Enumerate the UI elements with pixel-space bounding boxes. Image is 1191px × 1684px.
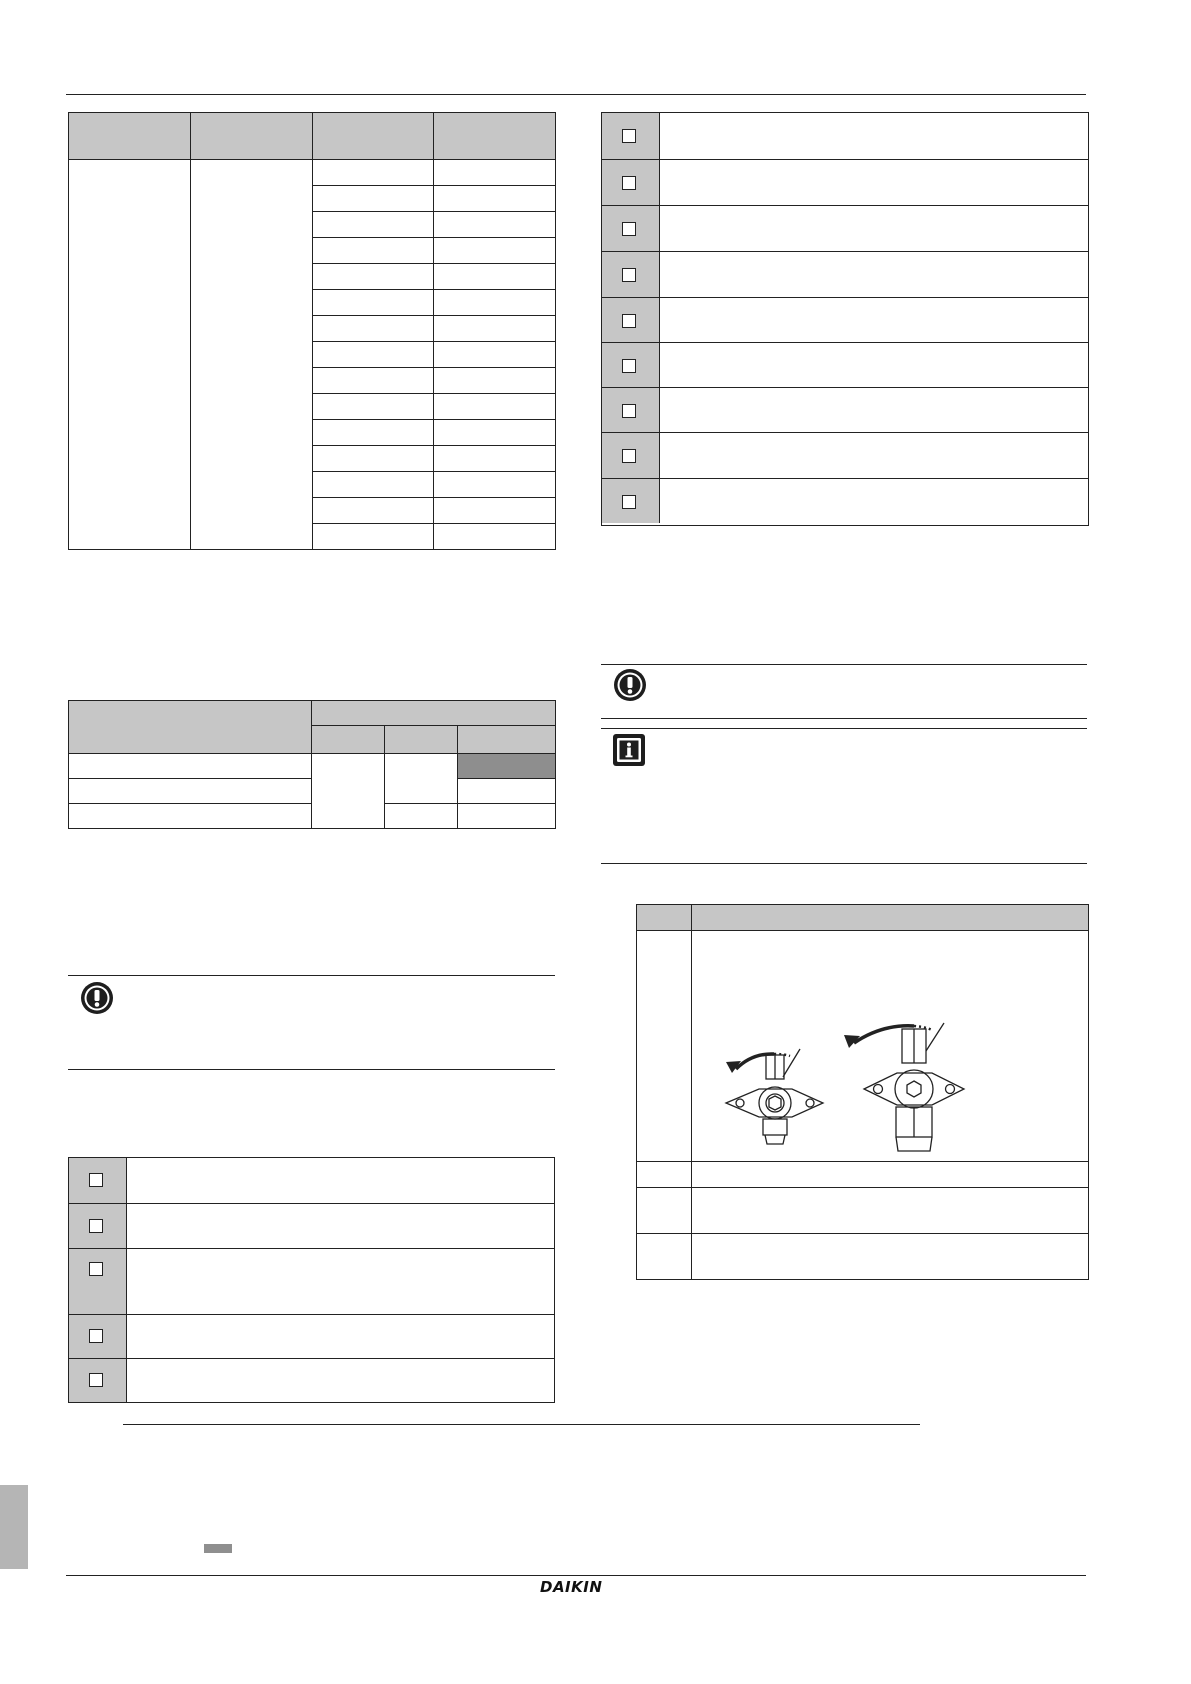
table-cell <box>434 264 556 290</box>
table-cell <box>313 264 434 290</box>
small-valve-icon <box>726 1049 823 1144</box>
valve-procedure-table <box>636 904 1089 1280</box>
checklist-item-text <box>660 433 1088 478</box>
footnote-rule <box>123 1424 920 1425</box>
table-cell <box>313 524 434 550</box>
table-cell <box>313 186 434 212</box>
checklist-item <box>69 1248 554 1314</box>
notice-right-bottom-rule <box>601 718 1087 719</box>
checkbox[interactable] <box>622 404 636 418</box>
checklist-item-text <box>660 479 1088 523</box>
table-cell <box>637 1188 692 1234</box>
table-cell <box>434 238 556 264</box>
table-cell <box>313 342 434 368</box>
checklist-item <box>602 387 1088 432</box>
table-cell <box>434 342 556 368</box>
table-cell <box>434 186 556 212</box>
valve-table-row-text <box>692 1162 1089 1188</box>
info-right-top-rule <box>601 728 1087 729</box>
table-cell <box>434 368 556 394</box>
checklist-item <box>69 1358 554 1402</box>
valve-table-row-text <box>692 1234 1089 1280</box>
table-cell <box>434 316 556 342</box>
table-cell <box>434 212 556 238</box>
table-cell <box>313 160 434 186</box>
table-cell <box>313 238 434 264</box>
notice-right-text <box>660 670 1080 710</box>
mid-table-row-label-1 <box>69 754 312 779</box>
checklist-item <box>602 432 1088 478</box>
notice-left-top-rule <box>68 975 555 976</box>
table-cell <box>313 212 434 238</box>
checklist-item <box>602 342 1088 387</box>
checklist-item-text <box>127 1359 554 1402</box>
mid-table-row-label-2 <box>69 779 312 804</box>
checkbox[interactable] <box>89 1373 103 1387</box>
checklist-item-text <box>127 1249 554 1314</box>
table-cell <box>434 394 556 420</box>
checklist-item-text <box>660 206 1088 251</box>
footer-rule <box>66 1575 1086 1576</box>
checkbox[interactable] <box>622 129 636 143</box>
checklist-item <box>602 205 1088 251</box>
notice-left-bottom-rule <box>68 1069 555 1070</box>
table-cell <box>434 524 556 550</box>
checkbox[interactable] <box>622 222 636 236</box>
table-cell <box>458 804 556 829</box>
checklist-item-text <box>660 252 1088 297</box>
checklist-item <box>602 297 1088 342</box>
checklist-item <box>602 159 1088 205</box>
checklist-item <box>69 1314 554 1358</box>
valve-table-header-step <box>637 905 692 931</box>
checkbox[interactable] <box>89 1173 103 1187</box>
info-icon <box>612 733 646 767</box>
mid-table-dark-cell <box>458 754 556 779</box>
spec-table-top-left <box>68 112 556 550</box>
checklist-item-text <box>127 1158 554 1203</box>
table-cell <box>313 316 434 342</box>
checklist-item <box>69 1158 554 1203</box>
info-right-bottom-rule <box>601 863 1087 864</box>
side-section-tab <box>0 1485 28 1569</box>
daikin-logo: DAIKIN <box>540 1578 603 1596</box>
notice-left-text <box>130 985 550 1065</box>
checklist-item-text <box>660 113 1088 159</box>
valve-table-figure-cell <box>692 931 1089 1162</box>
table-cell <box>312 754 385 829</box>
checkbox[interactable] <box>622 176 636 190</box>
checkbox[interactable] <box>622 314 636 328</box>
table-cell <box>313 498 434 524</box>
table-cell <box>434 290 556 316</box>
valve-table-header-action <box>692 905 1089 931</box>
checklist-item-text <box>127 1204 554 1248</box>
info-right-text <box>660 735 1080 855</box>
spec-table-merged-cell-b <box>191 160 313 550</box>
checkbox[interactable] <box>89 1219 103 1233</box>
checklist-item <box>602 251 1088 297</box>
exclamation-icon <box>80 981 114 1015</box>
checklist-item-text <box>660 298 1088 342</box>
checklist-item <box>602 113 1088 159</box>
mid-table-subheader-3 <box>458 726 556 754</box>
spec-table-header-2 <box>191 113 313 160</box>
stop-valve-illustration <box>692 931 1089 1161</box>
table-cell <box>637 1162 692 1188</box>
checkbox[interactable] <box>622 495 636 509</box>
mid-table-row-label-3 <box>69 804 312 829</box>
checklist-item <box>69 1203 554 1248</box>
large-valve-icon <box>844 1023 964 1151</box>
checklist-right <box>601 112 1089 526</box>
checkbox[interactable] <box>89 1329 103 1343</box>
checkbox[interactable] <box>89 1262 103 1276</box>
notice-right-top-rule <box>601 664 1087 665</box>
table-cell <box>458 779 556 804</box>
footer-swatch <box>204 1544 232 1553</box>
table-cell <box>313 290 434 316</box>
checkbox[interactable] <box>622 449 636 463</box>
checklist-item-text <box>127 1315 554 1358</box>
spec-table-header-3 <box>313 113 434 160</box>
valve-table-row-text <box>692 1188 1089 1234</box>
spec-table-header-1 <box>69 113 191 160</box>
table-cell <box>434 160 556 186</box>
table-cell <box>313 368 434 394</box>
checkbox[interactable] <box>622 268 636 282</box>
table-cell <box>434 446 556 472</box>
checkbox[interactable] <box>622 359 636 373</box>
table-cell <box>434 472 556 498</box>
table-cell <box>313 420 434 446</box>
spec-table-merged-cell-a <box>69 160 191 550</box>
table-cell <box>434 420 556 446</box>
exclamation-icon <box>613 668 647 702</box>
checklist-item-text <box>660 343 1088 387</box>
table-cell <box>434 498 556 524</box>
table-cell <box>313 394 434 420</box>
mid-table-subheader-1 <box>312 726 385 754</box>
spec-table-header-4 <box>434 113 556 160</box>
checklist-item-text <box>660 160 1088 205</box>
checklist-left <box>68 1157 555 1403</box>
valve-table-step-cell <box>637 931 692 1162</box>
table-cell <box>313 446 434 472</box>
table-cell <box>385 804 458 829</box>
mid-table-header-group <box>312 701 556 726</box>
table-cell <box>313 472 434 498</box>
header-rule <box>66 94 1086 95</box>
table-cell <box>637 1234 692 1280</box>
mid-table-subheader-2 <box>385 726 458 754</box>
spec-table-mid-left <box>68 700 556 829</box>
table-cell <box>385 754 458 804</box>
mid-table-header-main <box>69 701 312 754</box>
checklist-item <box>602 478 1088 523</box>
checklist-item-text <box>660 388 1088 432</box>
